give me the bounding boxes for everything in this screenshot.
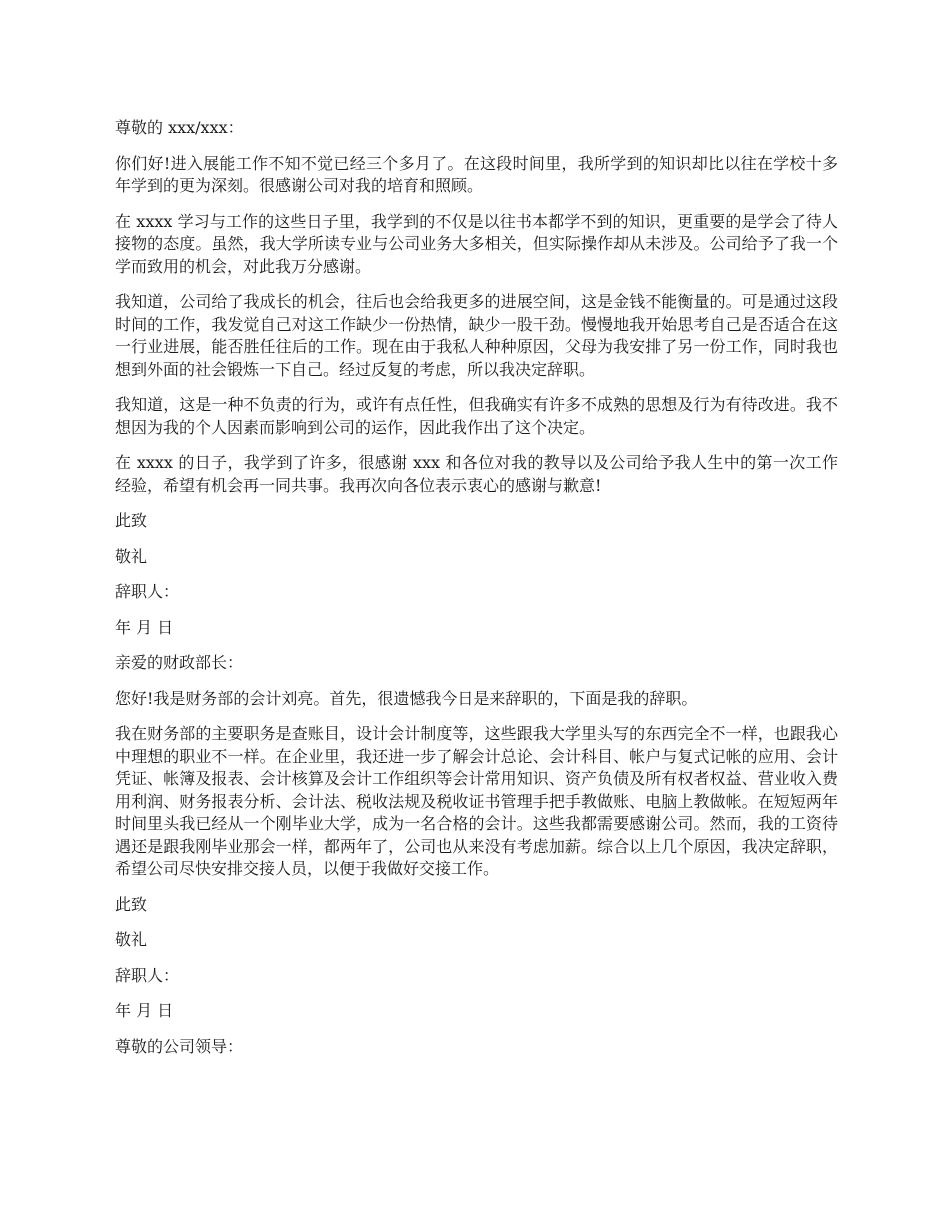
letter2-closing-2: 敬礼 (115, 930, 148, 949)
letter3-salutation: 尊敬的公司领导： (115, 1036, 244, 1056)
letter1-paragraph: 我知道，公司给了我成长的机会，往后也会给我更多的进展空间，这是金钱不能衡量的。可是通过这段时间的工作，我发觉自己对这工作缺少一份热情，缺少一股干劲。慢慢地我开始思考自己是否适合在这一行业进展，能否胜任往后的工作。现在由于我私人种种原因，父母为我安排了另一份工作，同时我也想到外面的社会锻炼一下自己。经过反复的考虑，所以我决定辞职。 (115, 292, 838, 379)
letter2-paragraph: 您好!我是财务部的会计刘亮。首先，很遗憾我今日是来辞职的，下面是我的辞职。 (115, 688, 698, 708)
letter1-paragraph: 在 xxxx 学习与工作的这些日子里，我学到的不仅是以往书本都学不到的知识，更重要的是学会了待人接物的态度。虽然，我大学所读专业与公司业务大多相关，但实际操作却从未涉及。公司给予了我一个学而致用的机会，对此我万分感谢。 (115, 211, 838, 276)
letter1-closing-1: 此致 (115, 511, 148, 530)
document-page (115, 117, 838, 1071)
letter2-salutation: 亲爱的财政部长： (115, 653, 244, 672)
letter2-paragraph: 我在财务部的主要职务是查账目，设计会计制度等，这些跟我大学里头写的东西完全不一样，也跟我心中理想的职业不一样。在企业里，我还进一步了解会计总论、会计科目、帐户与复式记帐的应用、会计凭证、帐簿及报表、会计核算及会计工作组织等会计常用知识、资产负债及所有权者权益、营业收入费用利润、财务报表分析、会计法、税收法规及税收证书管理手把手教做账、电脑上教做帐。在短短两年时间里头我已经从一个刚毕业大学，成为一名合格的会计。这些我都需要感谢公司。然而，我的工资待遇还是跟我刚毕业那会一样，都两年了，公司也从来没有考虑加薪。综合以上几个原因，我决定辞职，希望公司尽快安排交接人员，以便于我做好交接工作。 (115, 724, 838, 878)
letter2-signature: 辞职人： (115, 965, 180, 985)
letter2-closing-1: 此致 (115, 894, 148, 914)
letter1-paragraph: 你们好!进入展能工作不知不觉已经三个多月了。在这段时间里，我所学到的知识却比以往在学校十多年学到的更为深刻。很感谢公司对我的培育和照顾。 (115, 153, 838, 195)
letter1-date: 年 月 日 (115, 617, 174, 637)
letter2-date: 年 月 日 (115, 1001, 174, 1020)
letter1-signature: 辞职人： (115, 582, 180, 601)
letter1-paragraph: 在 xxxx 的日子，我学到了许多，很感谢 xxx 和各位对我的教导以及公司给予我人生中的第一次工作经验，希望有机会再一同共事。我再次向各位表示衷心的感谢与歉意! (115, 453, 838, 495)
letter1-salutation: 尊敬的 xxx/xxx： (115, 118, 244, 137)
letter1-paragraph: 我知道，这是一种不负责的行为，或许有点任性，但我确实有许多不成熟的思想及行为有待改进。我不想因为我的个人因素而影响到公司的运作，因此我作出了这个决定。 (115, 395, 838, 437)
letter1-closing-2: 敬礼 (115, 546, 148, 566)
